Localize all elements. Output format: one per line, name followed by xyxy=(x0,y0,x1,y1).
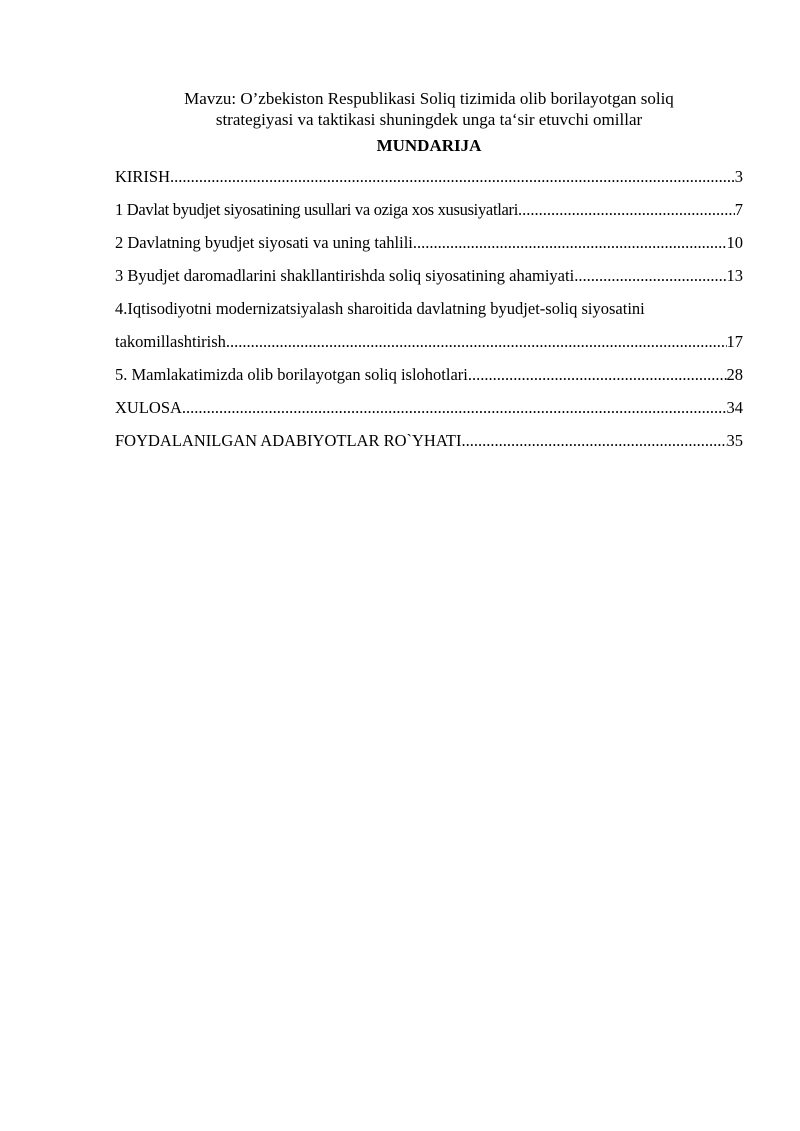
toc-entry-title: 3 Byudjet daromadlarini shakllantirishda soliq siyosatining ahamiyati xyxy=(115,266,575,285)
toc-entry-chapter-3[interactable] xyxy=(115,259,743,292)
toc-entry-title: 4.Iqtisodiyotni modernizatsiyalash sharoitida davlatning byudjet-soliq siyosatini xyxy=(115,299,645,318)
toc-entry-title: XULOSA xyxy=(115,398,182,417)
toc-entry-title: 2 Davlatning byudjet siyosati va uning tahlili xyxy=(115,233,413,252)
toc-entry-page: 35 xyxy=(726,431,743,450)
toc-entry-page: 10 xyxy=(726,233,743,252)
toc-entry-page: 17 xyxy=(726,332,743,351)
toc-leader-dots xyxy=(468,358,727,391)
toc-entry-page: 7 xyxy=(734,200,743,219)
toc-leader-dots xyxy=(226,325,727,358)
toc-entry-chapter-5[interactable] xyxy=(115,358,743,391)
toc-entry-chapter-4[interactable] xyxy=(115,292,743,325)
toc-entry-title: KIRISH xyxy=(115,167,171,186)
topic-line-2: strategiyasi va taktikasi shuningdek unga ta‘sir etuvchi omillar xyxy=(215,110,643,129)
document-page xyxy=(115,88,743,457)
toc-leader-dots xyxy=(170,160,735,193)
toc-entry-title-continuation: takomillashtirish xyxy=(115,332,226,351)
toc-leader-dots xyxy=(182,391,727,424)
toc-entry-references[interactable] xyxy=(115,424,743,457)
toc-entry-title: 1 Davlat byudjet siyosatining usullari va oziga xos xususiyatlari xyxy=(115,200,519,219)
toc-leader-dots xyxy=(518,193,735,226)
table-of-contents xyxy=(115,160,743,457)
toc-leader-dots xyxy=(574,259,726,292)
toc-entry-chapter-4-continuation[interactable] xyxy=(115,325,743,358)
toc-entry-kirish[interactable] xyxy=(115,160,743,193)
toc-entry-chapter-2[interactable] xyxy=(115,226,743,259)
toc-leader-dots xyxy=(413,226,727,259)
topic-line-1: Mavzu: O’zbekiston Respublikasi Soliq tizimida olib borilayotgan soliq xyxy=(184,89,674,108)
toc-entry-title: 5. Mamlakatimizda olib borilayotgan soliq islohotlari xyxy=(115,365,468,384)
toc-entry-page: 13 xyxy=(726,266,743,285)
document-topic xyxy=(115,88,743,130)
toc-entry-page: 28 xyxy=(726,365,743,384)
toc-entry-page: 3 xyxy=(734,167,743,186)
toc-leader-dots xyxy=(461,424,726,457)
toc-heading: MUNDARIJA xyxy=(376,136,482,155)
toc-entry-title: FOYDALANILGAN ADABIYOTLAR RO`YHATI xyxy=(115,431,462,450)
toc-entry-xulosa[interactable] xyxy=(115,391,743,424)
toc-entry-page: 34 xyxy=(726,398,743,417)
toc-entry-chapter-1[interactable] xyxy=(115,193,743,226)
